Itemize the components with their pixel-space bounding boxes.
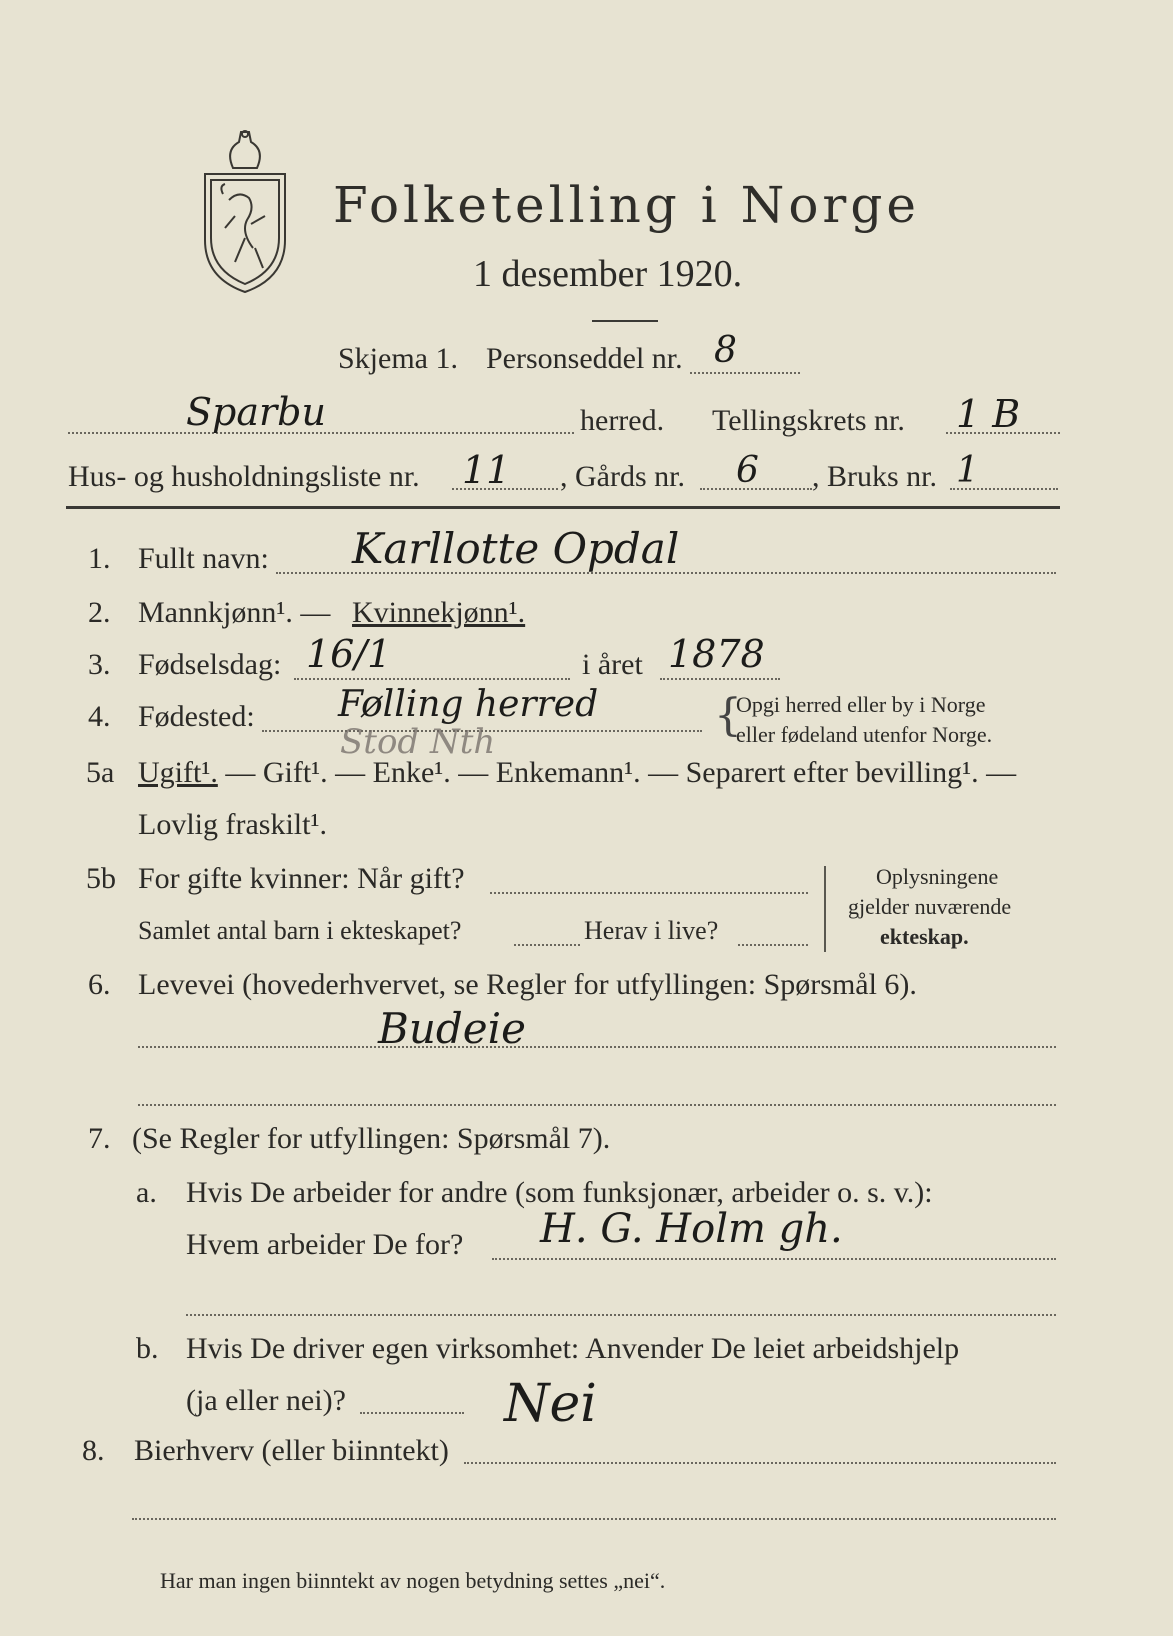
q5b-line-2 [514,944,580,946]
q5b-label-1: For gifte kvinner: Når gift? [138,862,465,895]
q7b-answer-line [360,1412,464,1414]
personseddel-label: Personseddel nr. [486,342,683,375]
q7a-answer-line [492,1258,1056,1260]
q7-number: 7. [88,1122,111,1155]
q5b-bracket [824,866,826,952]
herred-value: Sparbu [186,390,326,434]
bruks-value: 1 [956,450,979,491]
q4-label: Fødested: [138,700,255,733]
q6-number: 6. [88,968,111,1001]
q4-correction: Stod Nth [340,722,496,762]
q6-line-1 [138,1046,1056,1048]
q1-value: Karllotte Opdal [352,524,680,573]
q6-label: Levevei (hovederhvervet, se Regler for utfyllingen: Spørsmål 6). [138,968,917,1001]
q7a-extra-line [186,1314,1056,1316]
q4-note-2: eller fødeland utenfor Norge. [736,722,993,747]
q7b-number: b. [136,1332,159,1365]
tellingskrets-value: 1 B [956,392,1021,436]
q3-line [294,678,570,680]
q3-year-label: i året [582,648,643,681]
q4-note-1: Opgi herred eller by i Norge [736,692,986,717]
q7a-line-1: Hvis De arbeider for andre (som funksjonær, arbeider o. s. v.): [186,1176,933,1209]
q7b-value: Nei [504,1374,597,1434]
q2-female: Kvinnekjønn¹. [352,596,526,629]
liste-label: Hus- og husholdningsliste nr. [68,460,420,493]
q3-value: 16/1 [306,632,392,676]
bruks-label: , Bruks nr. [812,460,938,493]
footer-note: Har man ingen biinntekt av nogen betydning settes „nei“. [160,1568,666,1593]
q1-number: 1. [88,542,111,575]
q4-number: 4. [88,700,111,733]
q8-label: Bierhverv (eller biinntekt) [134,1434,449,1467]
coat-of-arms-icon [195,128,297,298]
q8-line-2 [132,1518,1056,1520]
personseddel-line [690,372,800,374]
q6-value: Budeie [378,1004,526,1053]
q8-line-1 [464,1462,1056,1464]
q5b-line-3 [738,944,808,946]
q7-label: (Se Regler for utfyllingen: Spørsmål 7). [132,1122,611,1155]
q5a-other-options: — Gift¹. — Enke¹. — Enkemann¹. — Separert efter bevilling¹. — [217,756,1017,789]
q8-number: 8. [82,1434,105,1467]
q3-year-value: 1878 [668,632,765,676]
liste-value: 11 [462,448,511,492]
q3-number: 3. [88,648,111,681]
census-date: 1 desember 1920. [473,253,743,295]
q7a-value: H. G. Holm gh. [540,1206,843,1252]
q5b-note-2: gjelder nuværende [848,894,1012,919]
q5a-number: 5a [86,756,115,789]
q5b-line-1 [490,892,808,894]
gards-value: 6 [736,450,759,491]
form-title: Folketelling i Norge [333,176,920,234]
tellingskrets-label: Tellingskrets nr. [712,404,905,437]
q5b-note-3: ekteskap. [880,924,969,949]
q7b-line-2: (ja eller nei)? [186,1384,346,1417]
q5b-note-1: Oplysningene [876,864,999,889]
q6-line-2 [138,1104,1056,1106]
title-divider [592,320,658,322]
header-divider [66,506,1060,509]
q3-label: Fødselsdag: [138,648,282,681]
herred-label: herred. [580,404,665,437]
q7a-line-2: Hvem arbeider De for? [186,1228,464,1261]
q2-male: Mannkjønn¹. — [138,596,331,629]
q5b-label-3: Herav i live? [584,916,719,945]
q5b-number: 5b [86,862,116,895]
q4-value: Følling herred [338,684,599,725]
q5b-label-2: Samlet antal barn i ekteskapet? [138,916,462,945]
q2-number: 2. [88,596,111,629]
q7b-line-1: Hvis De driver egen virksomhet: Anvender De leiet arbeidshjelp [186,1332,960,1365]
personseddel-value: 8 [714,330,737,371]
q3-year-line [660,678,780,680]
gards-label: , Gårds nr. [560,460,685,493]
q7a-number: a. [136,1176,157,1209]
q5a-ugift: Ugift¹. [138,756,218,789]
q1-label: Fullt navn: [138,542,269,575]
q4-brace: { [714,690,742,741]
q5a-options [138,756,1016,790]
q5a-line2: Lovlig fraskilt¹. [138,808,327,841]
schema-label: Skjema 1. [338,342,458,375]
